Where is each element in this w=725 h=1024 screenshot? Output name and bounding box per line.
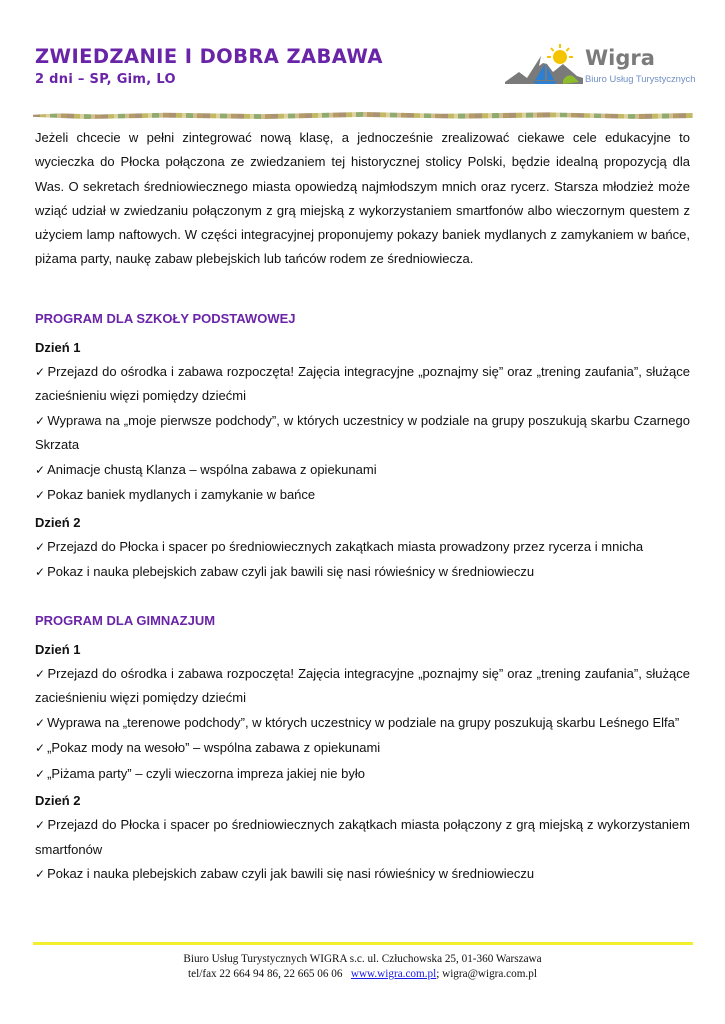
checkmark-icon: ✓ bbox=[35, 364, 46, 379]
activity-item bbox=[35, 483, 690, 508]
activity-text: Wyprawa na „moje pierwsze podchody”, w których uczestnicy w podziale na grupy poszukują skarbu Czarnego Skrzata bbox=[35, 412, 690, 453]
checkmark-icon: ✓ bbox=[35, 741, 46, 756]
day-block bbox=[35, 638, 690, 787]
activity-list bbox=[35, 360, 690, 508]
activity-text: „Pokaz mody na wesoło” – wspólna zabawa z opiekunami bbox=[47, 740, 381, 756]
activity-text: Wyprawa na „terenowe podchody”, w których uczestnicy w podziale na grupy poszukują skarbu Leśnego Elfa” bbox=[47, 714, 680, 730]
checkmark-icon: ✓ bbox=[35, 565, 46, 580]
checkmark-icon: ✓ bbox=[35, 715, 46, 730]
checkmark-icon: ✓ bbox=[35, 666, 46, 681]
day-title: Dzień 2 bbox=[35, 514, 81, 530]
footer-address: Biuro Usług Turystycznych WIGRA s.c. ul. Człuchowska 25, 01-360 Warszawa bbox=[183, 953, 542, 965]
website-link[interactable]: www.wigra.com.pl bbox=[350, 968, 437, 980]
company-logo bbox=[505, 42, 700, 92]
page-title: ZWIEDZANIE I DOBRA ZABAWA bbox=[35, 45, 383, 68]
activity-list bbox=[35, 813, 690, 887]
activity-list bbox=[35, 662, 690, 787]
activity-text: Przejazd do ośrodka i zabawa rozpoczęta! Zajęcia integracyjne „poznajmy się” oraz „trening zaufania”, służące zacieśnieniu więzi pomiędzy dziećmi bbox=[35, 363, 690, 404]
activity-text: Pokaz i nauka plebejskich zabaw czyli jak bawili się nasi rówieśnicy w średniowieczu bbox=[47, 564, 535, 580]
decorative-divider bbox=[33, 112, 693, 119]
activity-item bbox=[35, 560, 690, 585]
footer-rule bbox=[33, 942, 693, 945]
program-section bbox=[35, 307, 690, 585]
activity-item bbox=[35, 762, 690, 787]
checkmark-icon: ✓ bbox=[35, 818, 46, 833]
activity-text: Przejazd do Płocka i spacer po średniowiecznych zakątkach miasta prowadzony przez rycerza i mnicha bbox=[47, 538, 644, 554]
program-title: PROGRAM DLA SZKOŁY PODSTAWOWEJ bbox=[35, 310, 296, 326]
day-block bbox=[35, 789, 690, 887]
activity-item bbox=[35, 862, 690, 887]
main-content bbox=[35, 126, 690, 888]
activity-text: „Piżama party” – czyli wieczorna impreza jakiej nie było bbox=[47, 765, 365, 781]
page-footer bbox=[0, 952, 725, 982]
mountain-sailboat-logo-icon bbox=[505, 42, 585, 92]
intro-paragraph: Jeżeli chcecie w pełni zintegrować nową klasę, a jednocześnie zrealizować ciekawe cele edukacyjne to wycieczka do Płocka połączona ze zwiedzaniem tej historycznej stolicy Polski, będzie idealną propozycją dla Was. O sekretach średniowiecznego miasta opowiedzą najmłodszym mnich oraz rycerz. Starsza młodzież może wziąć udział w zwiedzaniu połączonym z grą miejską z wykorzystaniem smartfonów albo wieczornym questem z użyciem lamp naftowych. W części integracyjnej proponujemy pokazy baniek mydlanych z zamykaniem w bańce, piżama party, naukę zabaw plebejskich lub tańców rodem ze średniowiecza. bbox=[35, 130, 690, 267]
day-title: Dzień 2 bbox=[35, 793, 81, 809]
activity-item bbox=[35, 409, 690, 457]
footer-email: ; wigra@wigra.com.pl bbox=[436, 968, 537, 980]
footer-phone: tel/fax 22 664 94 86, 22 665 06 06 bbox=[188, 968, 343, 980]
sun-icon bbox=[547, 44, 573, 64]
activity-text: Pokaz baniek mydlanych i zamykanie w bańce bbox=[47, 487, 316, 503]
activity-item bbox=[35, 535, 690, 560]
footer-contact bbox=[0, 967, 725, 982]
day-title: Dzień 1 bbox=[35, 641, 81, 657]
activity-item bbox=[35, 458, 690, 483]
logo-name: Wigra bbox=[585, 46, 655, 70]
day-title: Dzień 1 bbox=[35, 339, 81, 355]
activity-item bbox=[35, 813, 690, 861]
activity-text: Pokaz i nauka plebejskich zabaw czyli jak bawili się nasi rówieśnicy w średniowieczu bbox=[47, 866, 535, 882]
activity-text: Przejazd do Płocka i spacer po średniowiecznych zakątkach miasta połączony z grą miejską z wykorzystaniem smartfonów bbox=[35, 817, 690, 857]
checkmark-icon: ✓ bbox=[35, 539, 46, 554]
checkmark-icon: ✓ bbox=[35, 413, 46, 428]
day-block bbox=[35, 336, 690, 508]
activity-item bbox=[35, 662, 690, 710]
activity-item bbox=[35, 711, 690, 736]
program-title: PROGRAM DLA GIMNAZJUM bbox=[35, 612, 216, 628]
activity-item bbox=[35, 360, 690, 408]
logo-tagline: Biuro Usług Turystycznych bbox=[585, 73, 696, 84]
checkmark-icon: ✓ bbox=[35, 867, 46, 882]
page-subtitle: 2 dni – SP, Gim, LO bbox=[35, 72, 176, 87]
activity-list bbox=[35, 535, 690, 585]
activity-text: Przejazd do ośrodka i zabawa rozpoczęta! Zajęcia integracyjne „poznajmy się” oraz „trening zaufania”, służące zacieśnieniu więzi pomiędzy dziećmi bbox=[35, 665, 690, 706]
day-block bbox=[35, 511, 690, 585]
program-section bbox=[35, 609, 690, 887]
checkmark-icon: ✓ bbox=[35, 488, 46, 503]
checkmark-icon: ✓ bbox=[35, 766, 46, 781]
activity-item bbox=[35, 736, 690, 761]
checkmark-icon: ✓ bbox=[35, 462, 46, 477]
activity-text: Animacje chustą Klanza – wspólna zabawa z opiekunami bbox=[47, 461, 377, 477]
